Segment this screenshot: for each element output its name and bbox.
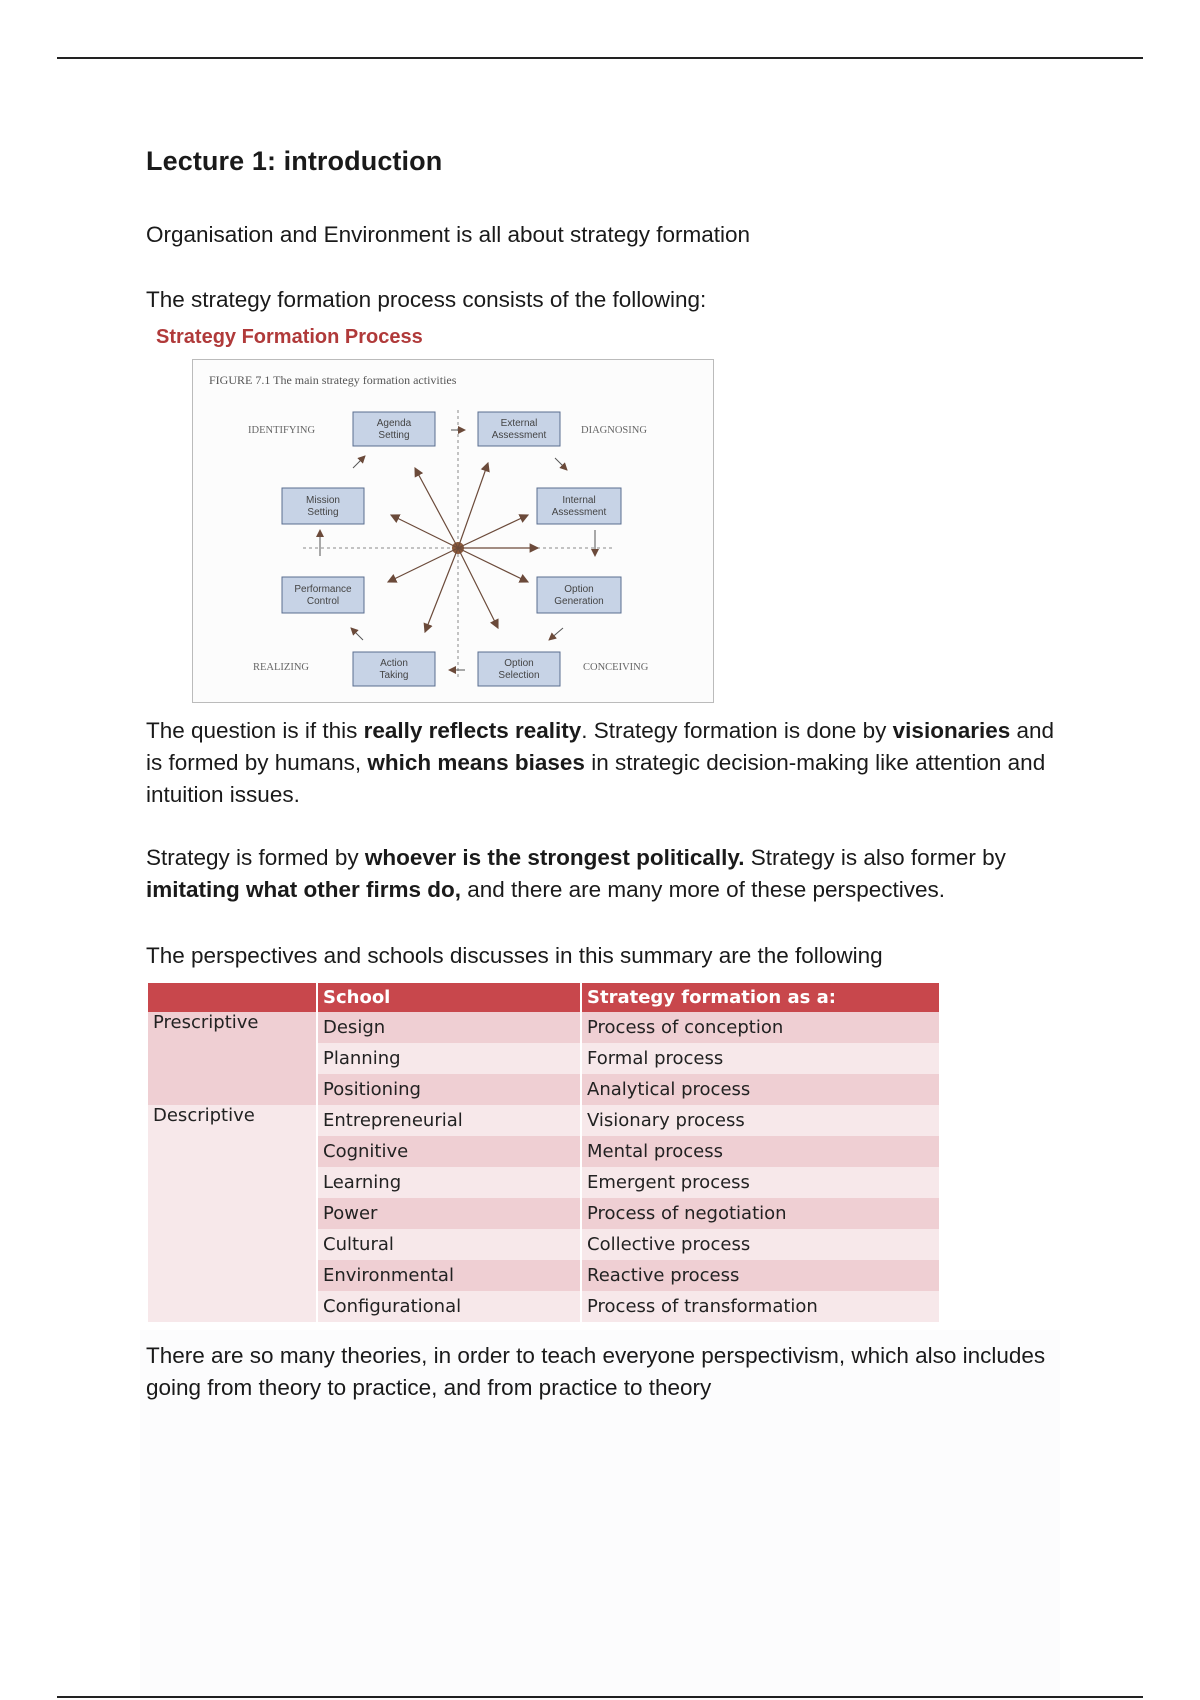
school-cell: Cognitive — [317, 1136, 581, 1167]
svg-text:Selection: Selection — [498, 670, 540, 681]
figure-caption: FIGURE 7.1 The main strategy formation activities — [209, 373, 457, 387]
box-performance-control — [282, 577, 364, 613]
table-row — [148, 1012, 940, 1043]
school-cell: Cultural — [317, 1229, 581, 1260]
quadrant-diagnosing: DIAGNOSING — [581, 425, 647, 436]
box-internal-assessment — [537, 488, 621, 524]
school-cell: Learning — [317, 1167, 581, 1198]
table-row — [148, 1105, 940, 1136]
svg-text:Generation: Generation — [554, 596, 604, 607]
box-option-generation — [537, 577, 621, 613]
quadrant-realizing: REALIZING — [253, 662, 309, 673]
arrow-nw — [415, 468, 458, 548]
school-cell: Design — [317, 1012, 581, 1043]
formation-cell: Process of transformation — [581, 1291, 940, 1322]
quadrant-conceiving: CONCEIVING — [583, 662, 649, 673]
page-title: Lecture 1: introduction — [146, 146, 443, 176]
svg-text:Assessment: Assessment — [491, 430, 547, 441]
box-option-selection — [478, 652, 560, 686]
school-cell: Power — [317, 1198, 581, 1229]
svg-text:Assessment: Assessment — [551, 507, 607, 518]
strategy-formation-figure — [192, 359, 714, 703]
table-header-cell: Strategy formation as a: — [581, 983, 940, 1012]
arrow-se — [458, 548, 498, 628]
perspective-prescriptive: Prescriptive — [148, 1012, 317, 1105]
svg-text:Mission: Mission — [306, 495, 340, 506]
arrow-wsw — [388, 548, 458, 582]
process-intro-paragraph: The strategy formation process consists of the following: — [146, 287, 707, 312]
svg-text:Taking: Taking — [379, 670, 409, 681]
table-header-cell — [148, 983, 317, 1012]
bottom-rule — [57, 1696, 1143, 1698]
schools-table — [148, 983, 941, 1322]
table-header-row — [148, 983, 940, 1012]
school-cell: Environmental — [317, 1260, 581, 1291]
arrow-ne — [458, 463, 488, 548]
svg-text:External: External — [500, 418, 538, 429]
box-external-assessment — [478, 412, 560, 446]
box-agenda-setting — [353, 412, 435, 446]
arrow-wnw — [391, 515, 458, 548]
svg-text:Internal: Internal — [562, 495, 596, 506]
formation-cell: Mental process — [581, 1136, 940, 1167]
quadrant-identifying: IDENTIFYING — [248, 425, 316, 436]
table-header-cell: School — [317, 983, 581, 1012]
table-intro-paragraph: The perspectives and schools discusses in this summary are the following — [146, 943, 883, 968]
formation-cell: Analytical process — [581, 1074, 940, 1105]
figure-title: Strategy Formation Process — [156, 326, 423, 348]
politics-paragraph: Strategy is formed by whoever is the strongest politically. Strategy is also former by imitating what other firms do, and there are many more of these perspectives. — [146, 845, 1006, 902]
svg-text:Setting: Setting — [378, 430, 410, 441]
radiating-arrows — [388, 463, 538, 632]
formation-cell: Visionary process — [581, 1105, 940, 1136]
formation-cell: Reactive process — [581, 1260, 940, 1291]
intro-paragraph: Organisation and Environment is all about strategy formation — [146, 222, 751, 247]
formation-cell: Process of negotiation — [581, 1198, 940, 1229]
formation-cell: Emergent process — [581, 1167, 940, 1198]
svg-text:Setting: Setting — [307, 507, 339, 518]
perspective-descriptive: Descriptive — [148, 1105, 317, 1322]
reality-paragraph: The question is if this really reflects reality. Strategy formation is done by visionaries and is formed by humans, which means biases in strategic decision-making like attention and intuition issues. — [146, 718, 1055, 807]
arrow-sw — [425, 548, 458, 632]
closing-paragraph: There are so many theories, in order to teach everyone perspectivism, which also includes going from theory to practice, and from practice to theory — [146, 1343, 1046, 1400]
strategy-diagram — [193, 360, 713, 702]
svg-text:Action: Action — [380, 658, 408, 669]
arrow-ese — [458, 548, 528, 582]
school-cell: Entrepreneurial — [317, 1105, 581, 1136]
formation-cell: Collective process — [581, 1229, 940, 1260]
svg-text:Option: Option — [564, 584, 594, 595]
svg-text:Performance: Performance — [294, 584, 352, 595]
box-action-taking — [353, 652, 435, 686]
school-cell: Positioning — [317, 1074, 581, 1105]
svg-text:Control: Control — [306, 596, 340, 607]
formation-cell: Formal process — [581, 1043, 940, 1074]
formation-cell: Process of conception — [581, 1012, 940, 1043]
box-mission-setting — [282, 488, 364, 524]
svg-text:Option: Option — [504, 658, 534, 669]
school-cell: Planning — [317, 1043, 581, 1074]
school-cell: Configurational — [317, 1291, 581, 1322]
svg-text:Agenda: Agenda — [376, 418, 412, 429]
top-rule — [57, 57, 1143, 59]
